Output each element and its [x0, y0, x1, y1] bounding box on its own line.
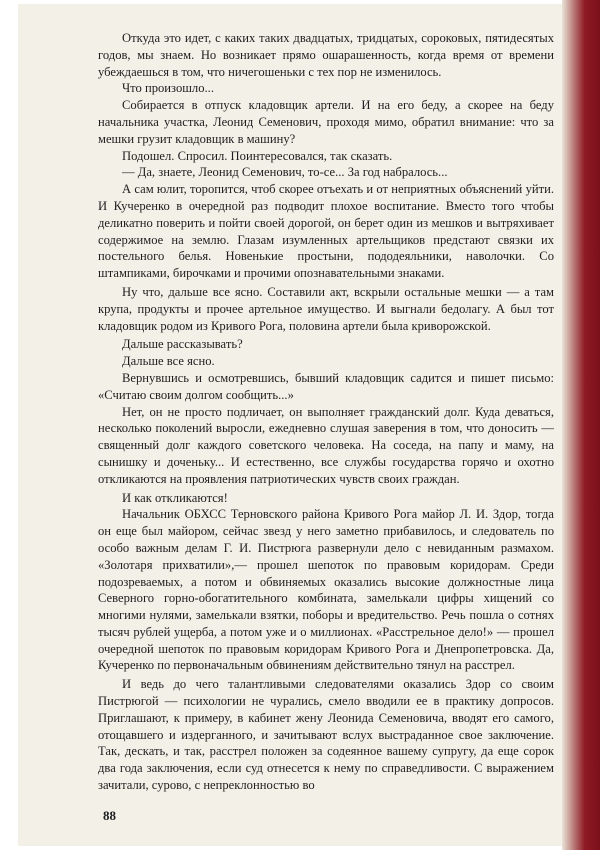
paragraph: Дальше рассказывать? [122, 337, 243, 352]
paragraph: Подошел. Спросил. Поинтересовался, так сказать. [122, 148, 393, 163]
paragraph: Что произошло... [122, 81, 214, 96]
paragraph: Нет, он не просто подличает, он выполняет гражданский долг. Куда деваться, несколько поколений выросли, ежедневно слушая заверения в том, что доносить — священный долг каждого советского человека. На соседа, на папу и маму, на сынишку и доченьку... И естественно, все службы государства горячо и охотно откликаются на проявления патриотических чувств своих граждан. [98, 404, 554, 486]
paragraph: Откуда это идет, с каких таких двадцатых, тридцатых, сороковых, пятидесятых годов, мы знаем. Но возникает прямо ошарашенность, когда время от времени убеждаешься в том, что ничегошеньки с тех пор не изменилось. [98, 31, 554, 79]
paragraph: И ведь до чего талантливыми следователями оказались Здор со своим Пистрюгой — психологии не чурались, смело вводили ее в практику допросов. Приглашают, к примеру, в кабинет жену Леонида Семеновича, вводят его самого, отощавшего и издерганного, и зачитывают вслух выстраданное свое заключение. Так, дескать, и так, расстрел положен за содеянное вашему супругу, да еще сорок два года заключения, если суд отнесется к нему по справедливости. С выражением зачитали, сурово, с непреклонностью во [98, 677, 554, 793]
paragraph: Начальник ОБХСС Терновского района Кривого Рога майор Л. И. Здор, тогда он еще был майором, сейчас звезд у него заметно прибавилось, и следователь по особо важным делам Г. И. Пистрюга развернули дело с невиданным размахом. «Золотаря прихватили»,— прошел шепоток по правовым коридорам. Среди подозреваемых, а потом и обвиняемых оказались высокие должностные лица Северного горно-обогатительного комбината, замелькали цифры хищений со многими нулями, замелькали взятки, поборы и вредительство. Речь пошла о сотнях тысяч рублей ущерба, а потом уже и о миллионах. «Расстрельное дело!» — прошел очередной шепоток по правовым коридорам Кривого Рога и Днепропетровска. Да, Кучеренко по первоначальным обвинениям действительно тянул на расстрел. [98, 507, 554, 673]
book-spine [562, 0, 600, 850]
paragraph: А сам юлит, торопится, чтоб скорее отъехать и от неприятных объяснений уйти. И Кучеренко в очередной раз подводит плохое воспитание. Вместо того чтобы деликатно поверить и пойти своей дорогой, он берет один из мешков и вытряхивает содержимое на землю. Глазам изумленных артельщиков предстают связки их постельного белья. Новенькие простыни, пододеяльники, наволочки. Со штампиками, бирочками и прочими опознавательными знаками. [98, 182, 554, 281]
body-text [98, 30, 554, 794]
paragraph: Ну что, дальше все ясно. Составили акт, вскрыли остальные мешки — а там крупа, продукты и прочее артельное имущество. И выгнали бедолагу. А был тот кладовщик родом из Кривого Рога, половина артели была криворожской. [98, 284, 554, 333]
paragraph: — Да, знаете, Леонид Семенович, то-се... За год набралось... [122, 165, 448, 180]
paragraph: Дальше все ясно. [122, 354, 215, 369]
page-number: 88 [103, 808, 116, 823]
paragraph: Вернувшись и осмотревшись, бывший кладовщик садится и пишет письмо: «Считаю своим долгом сообщить...» [98, 370, 554, 402]
paragraph: Собирается в отпуск кладовщик артели. И на его беду, а скорее на беду начальника участка, Леонид Семенович, проходя мимо, обратил внимание: что за мешки грузит кладовщик в машину? [98, 98, 554, 146]
paragraph: И как откликаются! [122, 490, 228, 505]
